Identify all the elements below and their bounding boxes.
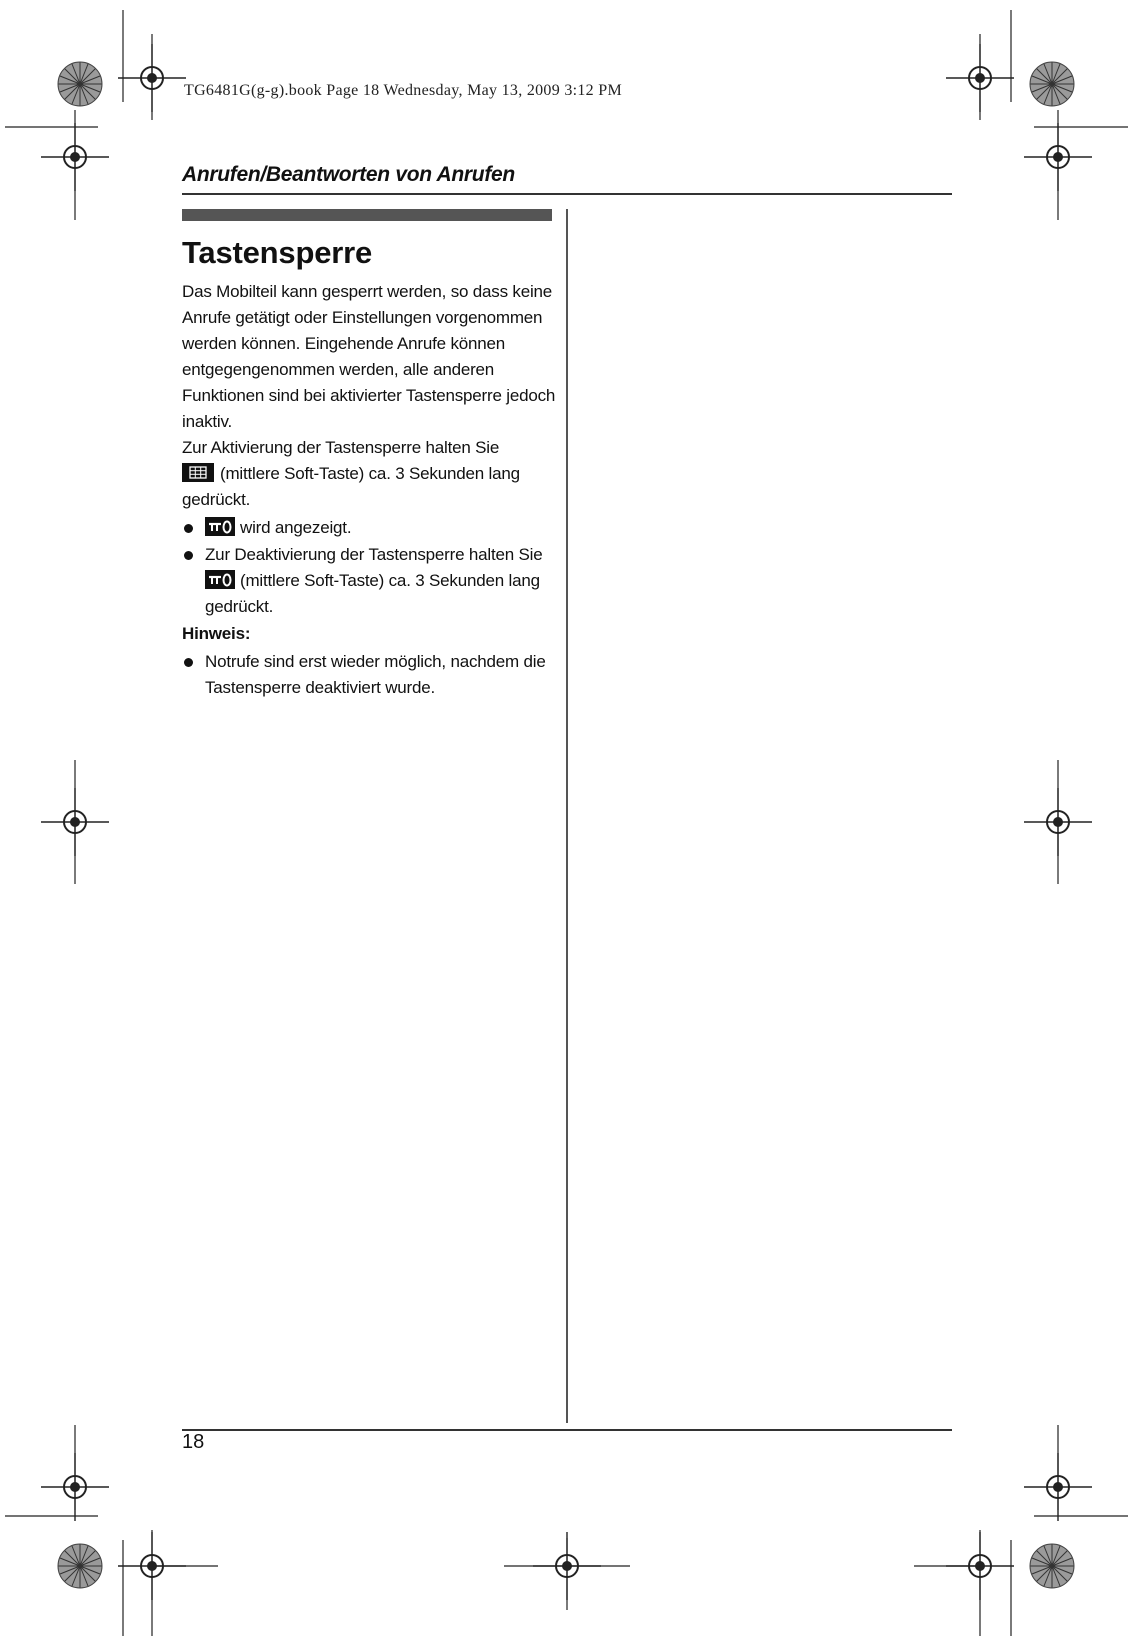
bullet-rest: (mittlere Soft-Taste) ca. 3 Sekunden lang gedrückt. <box>205 571 540 616</box>
hinweis-text: Notrufe sind erst wieder möglich, nachdem die Tastensperre deaktiviert wurde. <box>205 652 546 697</box>
bullet-dot-icon <box>184 658 193 667</box>
bullet-lead: Zur Deaktivierung der Tastensperre halten Sie <box>205 545 543 564</box>
color-wheel-icon <box>1030 1544 1074 1588</box>
list-item <box>182 649 560 701</box>
title-rule <box>182 193 952 195</box>
bullet-list <box>182 515 560 620</box>
bullet-dot-icon <box>184 524 193 533</box>
list-item <box>182 515 560 541</box>
color-wheel-icon <box>58 62 102 106</box>
menu-softkey-icon <box>182 463 214 482</box>
bullet-dot-icon <box>184 551 193 560</box>
color-wheel-icon <box>58 1544 102 1588</box>
page-number: 18 <box>182 1431 205 1453</box>
activation-lead: Zur Aktivierung der Tastensperre halten Sie <box>182 438 500 457</box>
activation-paragraph <box>182 435 560 513</box>
list-item <box>182 542 560 620</box>
activation-rest: (mittlere Soft-Taste) ca. 3 Sekunden lang gedrückt. <box>182 464 520 509</box>
hinweis-label: Hinweis: <box>182 624 251 643</box>
content-column <box>182 233 560 702</box>
color-wheel-icon <box>1030 62 1074 106</box>
column-divider <box>566 209 568 1423</box>
heading-bar <box>182 209 552 221</box>
hinweis-list <box>182 649 560 701</box>
key-lock-icon <box>205 570 235 589</box>
footer-rule <box>182 1429 952 1431</box>
intro-paragraph: Das Mobilteil kann gesperrt werden, so dass keine Anrufe getätigt oder Einstellungen vorgenommen werden können. Eingehende Anrufe können entgegengenommen werden, alle anderen Funktionen sind bei aktivierter Tastensperre jedoch inaktiv. <box>182 282 556 431</box>
section-title: Anrufen/Beantworten von Anrufen <box>182 163 515 186</box>
bullet-text: wird angezeigt. <box>240 518 352 537</box>
key-lock-icon <box>205 517 235 536</box>
print-header: TG6481G(g-g).book Page 18 Wednesday, May 13, 2009 3:12 PM <box>184 82 622 99</box>
page-heading: Tastensperre <box>182 235 373 270</box>
